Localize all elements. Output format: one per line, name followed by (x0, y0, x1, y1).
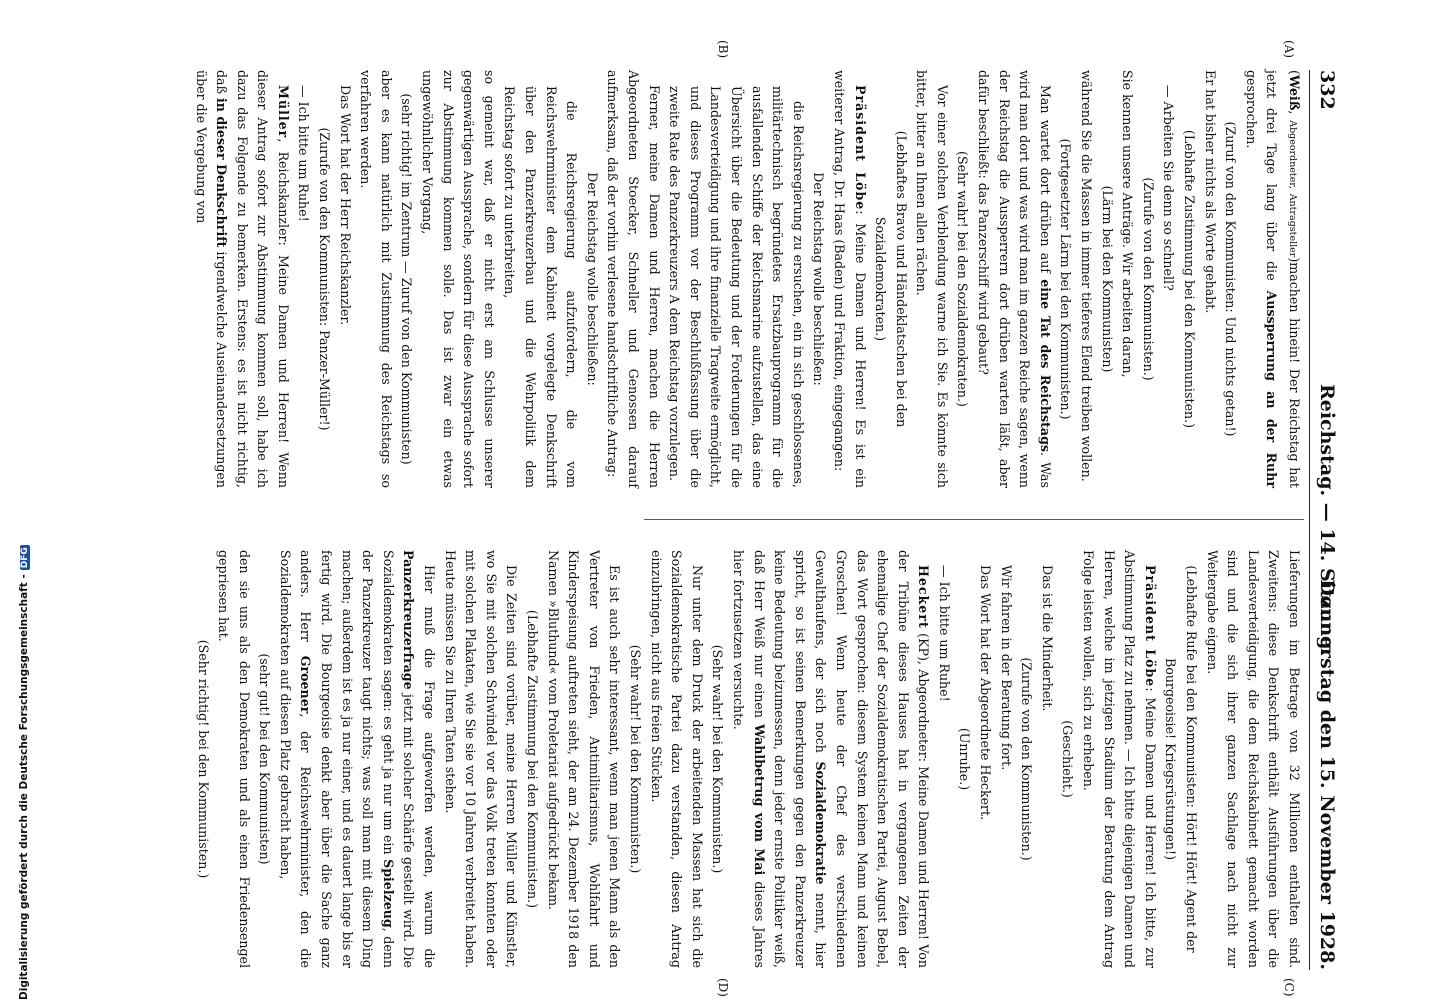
interjection: (Lebhafte Zustimmung bei den Kommunisten.) (1182, 129, 1198, 429)
interjection: (Fortgesetzter Lärm bei den Kommunisten.) (1058, 138, 1074, 420)
interjection: (Sehr wahr! bei den Sozialdemokraten.) (955, 151, 971, 407)
speaker-name: Präsident Löbe (852, 85, 868, 211)
margin-mark-a: (A) (1282, 40, 1296, 59)
paragraph: den sie uns als den Demokraten und als einen Friedensengel gepriesen hat. (216, 550, 252, 968)
paragraph: Die Zeiten sind vorüber, meine Herren Müller und Künstler, wo Sie mit solchen Schwindel vor das Volk treten konnten oder mit solchen Plakaten, wie Sie sie vor 10 Jahren verbreitet haben. Heute müssen Sie zu Ihren Taten stehen. (442, 550, 520, 968)
paragraph: Das Wort hat der Herr Reichskanzler. (337, 85, 353, 326)
paragraph: Ferner, meine Damen und Herren, machen die Herren Abgeordneten Stoecker, Schneller und Genossen darauf aufmerksam, daß der vorhin verlesene handschriftliche Antrag: (605, 70, 662, 488)
margin-mark-c: (C) (1282, 978, 1296, 997)
dfg-logo: DFG (20, 547, 30, 569)
interjection: (Zurufe von den Kommunisten.) (1019, 657, 1035, 861)
interjection: (Zurufe von den Kommunisten.) (1140, 177, 1156, 381)
speaker-name: Weiß (1287, 74, 1302, 111)
paragraph: Müller, Reichskanzler: Meine Damen und Herren! Wenn dieser Antrag sofort zur Abstimmung kommen soll, habe ich dazu das Folgende zu bemerken. Erstens: es ist nicht richtig, daß in dieser Denkschrift irgendwelche Auseinandersetzungen über die Vergebung von (193, 70, 291, 488)
motion-heading: Der Reichstag wolle beschließen: (811, 172, 827, 386)
paragraph: Das Wort hat der Abgeordnete Heckert. (978, 565, 994, 821)
credit-text: Digitalisierung gefördert durch die Deutsche Forschungsgemeinschaft - (18, 574, 30, 1000)
left-column (190, 70, 1304, 488)
rotated-page (100, 40, 1340, 997)
column-divider (644, 519, 1304, 520)
paragraph: Nur unter dem Druck der arbeitenden Massen hat sich die Sozialdemokratische Partei dazu verstanden, diesen Antrag einzubringen, nicht aus freien Stücken. (648, 550, 705, 968)
page-date: Donnerstag den 15. November 1928. (1316, 579, 1338, 970)
interjection: (Unruhe.) (957, 727, 973, 791)
paragraph: Er hat bisher nichts als Worte gehabt. (1202, 70, 1218, 314)
right-column (192, 550, 1304, 968)
emphasis: in dieser Denkschrift (214, 98, 230, 248)
motion-heading: Der Reichstag wolle beschließen: (584, 172, 600, 386)
paragraph: aber es kann natürlich mit Zustimmung des Reichstags so verfahren werden. (358, 70, 394, 488)
paragraph: Es ist auch sehr interessant, wenn man jenen Mann als den Vertreter von Frieden, Antimilitarismus, Wohlfahrt und Kinderspeisung auftreten sieht, der am 24. Dezember 1918 den Namen »Bluthund« vom Proletariat aufgedrückt bekam. (545, 550, 623, 968)
emphasis: Panzerkreuzerfrage (401, 550, 417, 690)
emphasis: Spielzeug (380, 859, 396, 928)
paragraph: Das ist die Minderheit. (1039, 565, 1055, 712)
emphasis: Groener (298, 655, 314, 714)
paragraph: Sie kennen unsere Anträge. Wir arbeiten daran, (1120, 70, 1136, 378)
motion-text: die Reichsregierung zu ersuchen, ein in sich geschlossenes, militärtechnisch begründetes Ersatzbauprogramm für die ausfallenden Schiffe der Reichsmarine aufzustellen, das eine Übersicht über die Bedeutung und der Forderungen für die Landesverteidigung und ihre finanzielle Tragweite ermöglicht, und dieses Programm vor der Beschlußfassung über die zweite Rate des Panzerkreuzers A dem Reichstag vorzulegen. (667, 86, 806, 488)
paragraph: Lieferungen im Betrage von 32 Millionen enthalten sind. Zweitens: diese Denkschrift enthält Ausführungen über die Landesverteidigung, die dem Reichskabinett gemacht worden sind und die sich ihrer ganzen Sachlage nach nicht zur Weitergabe eignen. (1204, 550, 1302, 968)
paragraph: Präsident Löbe: Meine Damen und Herren! Ich bitte, zur Abstimmung Platz zu nehmen. — Ich bitte diejenigen Damen und Herren, welche im jetzigen Stadium der Beratung dem Antrag Folge leisten wollen, sich zu erheben. (1081, 550, 1158, 968)
speaker-name: Präsident Löbe (1142, 565, 1158, 688)
speaker-name: Heckert (916, 565, 932, 629)
paragraph: so gemeint war, daß er nicht erst am Schlusse unserer gegenwärtigen Aussprache, sondern für diese Aussprache sofort zur Abstimmung kommen solle. Das ist zwar ein etwas ungewöhnlicher Vorgang, (420, 70, 497, 488)
interjection: (sehr richtig! im Zentrum — Zuruf von den Kommunisten) (399, 93, 415, 465)
header-rule (1309, 70, 1310, 970)
page-header (1310, 70, 1340, 970)
emphasis: eine Tat des Reichstags (1037, 279, 1053, 452)
paragraph: Heckert (KP), Abgeordneter: Meine Damen und Herren! Von der Tribüne dieses Hauses hat in vergangenen Zeiten der ehemalige Chef der Sozialdemokratischen Partei, August Bebel, das Wort gesprochen: diesem System keinen Mann und keinen Groschen! Wenn heute der Chef des verschiedenen Gewalthaufens, der sich noch Sozialdemokratie nennt, hier spricht, so ist seinen Bemerkungen gegen den Panzerkreuzer keine Bedeutung beizumessen, denn jeder ernste Politiker weiß, daß Herr Weiß nur einen Wahlbetrug vom Mai dieses Jahres hier fortzusetzen versuchte. (730, 550, 932, 968)
motion-text: die Reichsregierung aufzufordern, die vom Reichswehrminister dem Kabinett vorgelegte Denkschrift über den Panzerkreuzerbau und die Wehrpolitik dem Reichstag sofort zu unterbreiten, (502, 86, 580, 488)
interjection: (Zurufe von den Kommunisten: Panzer-Müller!) (317, 127, 333, 431)
page-number: 332 (1316, 70, 1338, 110)
interjection: (Sehr wahr! bei den Kommunisten.) (628, 644, 643, 874)
paragraph: — Ich bitte um Ruhe! (296, 85, 312, 222)
paragraph: Wir fahren in der Beratung fort. (998, 565, 1014, 771)
interjection: (Geschieht.) (1060, 720, 1076, 798)
interjection: (Sehr richtig! bei den Kommunisten.) (195, 639, 211, 879)
margin-mark-d: (D) (716, 978, 730, 997)
emphasis: Sozialdemokratie (813, 761, 829, 885)
paragraph: Hier muß die Frage aufgeworfen werden, warum die Panzerkreuzerfrage jetzt mit solcher Schärfe gestellt wird. Die Sozialdemokraten sagen: es geht ja nur um ein Spielzeug, denn der Panzerkreuzer taugt nichts; was soll man mit diesem Ding machen; außerdem ist es ja nur einer, und es dauert lange bis er fertig wird. Die Bourgeoisie denkt aber über die Sache ganz anders. Herr Groener, der Reichswehrminister, den die Sozialdemokraten auf diesen Platz gebracht haben, (277, 550, 438, 968)
interjection: (Sehr wahr! bei den Kommunisten.) (710, 644, 726, 874)
interjection: (Lebhafte Rufe bei den Kommunisten: Hört! Hört! Agent der Bourgeoisie! Kriegsrüstungen!) (1163, 565, 1200, 953)
paragraph: Präsident Löbe: Meine Damen und Herren! Es ist ein weiterer Antrag, Dr. Haas (Baden) und Fraktion, eingegangen: (831, 70, 868, 489)
page-title: Reichstag. — 14. Sitzung. (1316, 383, 1338, 657)
paragraph: Vor einer solchen Verblendung warne ich Sie. Es könnte sich bitter, bitter an Ihnen allen rächen. (914, 70, 950, 488)
interjection: (Lebhafte Zustimmung bei den Kommunisten.) (525, 609, 541, 909)
speaker-name: Müller (275, 85, 291, 139)
paragraph: — Ich bitte um Ruhe! (936, 565, 952, 702)
interjection: (Zuruf von den Kommunisten: Und nichts getan!) (1223, 121, 1239, 437)
paragraph: — Arbeiten Sie denn so schnell? (1161, 85, 1177, 291)
interjection: (sehr gut! bei den Kommunisten) (257, 653, 273, 865)
emphasis: Aussperrung an der Ruhr (1264, 290, 1280, 488)
funding-credit (18, 545, 30, 1000)
paragraph: (Weiß, Abgeordneter, Antragsteller)machen hinein! Der Reichstag hat jetzt drei Tage lang über die Aussperrung an der Ruhr gesprochen. (1243, 70, 1302, 488)
margin-mark-b: (B) (716, 40, 730, 59)
speaker-role: Abgeordneter, Antragsteller (1287, 120, 1298, 258)
paragraph: während Sie die Massen in immer tieferes Elend treiben wollen. (1079, 70, 1095, 482)
emphasis: Wahlbetrug vom Mai (751, 724, 767, 876)
interjection: (Lärm bei den Kommunisten) (1099, 185, 1115, 373)
interjection: (Lebhaftes Bravo und Händeklatschen bei den Sozialdemokraten.) (873, 130, 909, 428)
paragraph: Man wartet dort drüben auf eine Tat des Reichstags. Was wird man dort und was wird man im ganzen Reiche sagen, wenn der Reichstag die Aussperrern dort drüben warten läßt, aber dafür beschließt: das Panzerschiff wird gebaut? (976, 70, 1053, 488)
